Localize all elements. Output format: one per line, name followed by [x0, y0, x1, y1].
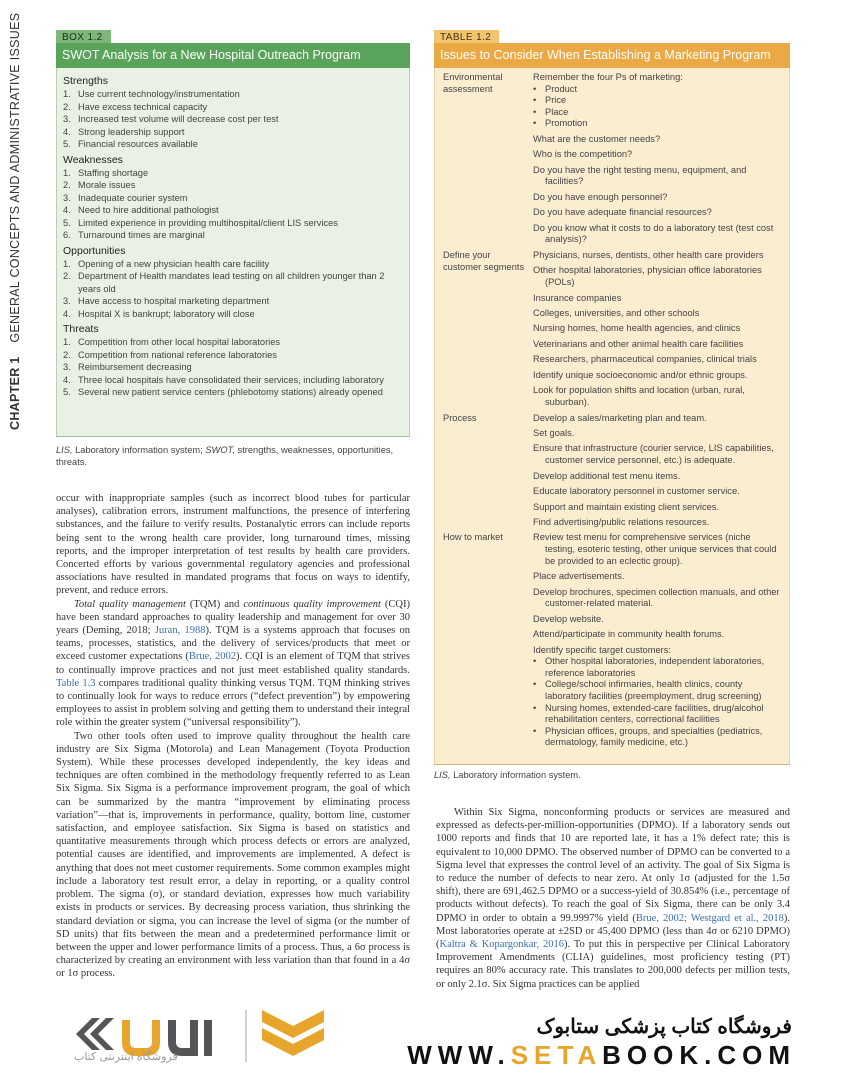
list-item: 2. Department of Health mandates lead testing on all children younger than 2 years old: [63, 271, 385, 294]
table-item: Attend/participate in community health forums.: [533, 629, 725, 640]
swot-section-heading: Weaknesses: [63, 153, 123, 166]
list-item: 1. Use current technology/instrumentation: [63, 89, 240, 99]
bullet-item: • Nursing homes, extended-care facilities, drug/alcohol rehabilitation centers, correctional facilities: [533, 703, 783, 726]
table-title: Issues to Consider When Establishing a Marketing Program: [434, 43, 790, 68]
bullet-item: • Physician offices, groups, and specialties (pediatrics, dermatology, family medicine, etc.): [533, 726, 783, 749]
swot-box: [56, 68, 410, 436]
chapter-title: GENERAL CONCEPTS AND ADMINISTRATIVE ISSUES: [8, 12, 22, 343]
swot-list: [63, 258, 401, 321]
bullet-item: • Price: [533, 95, 783, 107]
logo-subtitle: فروشگاه اینترنتی کتاب: [74, 1051, 178, 1063]
list-item: 3. Inadequate courier system: [63, 192, 188, 203]
list-item: 1. Opening of a new physician health care facility: [63, 258, 270, 269]
table-item: Insurance companies: [533, 292, 622, 303]
table-item: Educate laboratory personnel in customer service.: [533, 486, 740, 497]
box-tag: BOX 1.2: [56, 30, 111, 44]
table-row: [443, 250, 783, 413]
table-footnote: LIS, Laboratory information system.: [434, 770, 581, 780]
table-item: Develop website.: [533, 613, 604, 624]
list-item: 4. Three local hospitals have consolidated their services, including laboratory: [63, 374, 384, 385]
table-item: Develop additional test menu items.: [533, 470, 681, 481]
table-item: Do you know what it costs to do a laboratory test (test cost analysis)?: [533, 222, 774, 245]
paragraph: Within Six Sigma, nonconforming products or services are measured and expressed as defects-per-million-opportunities (DPMO). If a laboratory sends out 1000 reports and finds that 10 are reported late, it has a 1% defect rate; this is equivalent to 10,000 DPMO. The observed number of DPMO can be converted to a Sigma level that expresses the control level of an activity. The goal of Six Sigma is to reduce the number of defects to near zero. At only 1σ (adjusted for the 1.5σ shift), there are 691,462.5 DPMO or a success-yield of 30.854% (i.e., percentage of products without defects). To reach the goal of Six Sigma, there can be only 3.4 DPMO in order to obtain a 99.9997% yield (Brue, 2002; Westgard et al., 2018). Most laboratories operate at ±2SD or 45,400 DPMO (less than 4σ or 6210 DPMO) (Kaltra & Kopargonkar, 2016). To put this in perspective per Clinical Laboratory Improvement Amendments (CLIA) guidelines, most proficiency testing (PT) requires an 80% accuracy rate. This translates to 200,000 defects per million tests, or only 2.1σ. Six Sigma practices can be applied: [436, 807, 790, 990]
bullet-item: • Place: [533, 107, 783, 119]
table-item: Review test menu for comprehensive services (niche testing, esoteric testing, other unique services that could be provided to an eclectic group).: [533, 532, 777, 566]
table-item: Remember the four Ps of marketing: • Product • Price • Place • Promotion: [533, 72, 783, 130]
table-item: Develop a sales/marketing plan and team.: [533, 412, 707, 423]
list-item: 3. Reimbursement decreasing: [63, 362, 192, 372]
store-name: فروشگاه کتاب پزشکی ستابوک: [536, 1016, 792, 1038]
table-item: Veterinarians and other animal health care facilities: [533, 338, 744, 349]
list-item: 3. Have access to hospital marketing department: [63, 296, 270, 306]
list-item: 2. Competition from national reference laboratories: [63, 349, 277, 360]
list-item: 1. Competition from other local hospital laboratories: [63, 337, 281, 347]
table-item: What are the customer needs?: [533, 133, 661, 144]
right-body-text: [436, 806, 790, 988]
table-item: Find advertising/public relations resources.: [533, 517, 710, 527]
swot-list: [63, 167, 401, 242]
table-item: Identify unique socioeconomic and/or ethnic groups.: [533, 369, 748, 380]
bullet-item: • College/school infirmaries, health clinics, county laboratory facilities (preemployment, drug screening): [533, 679, 783, 702]
swot-section-heading: Opportunities: [63, 244, 126, 257]
setabook-logo: [70, 1004, 230, 1074]
list-item: 5. Several new patient service centers (phlebotomy stations) already opened: [63, 387, 383, 397]
chapter-side-strip: [0, 0, 38, 980]
table-item: Nursing homes, home health agencies, and clinics: [533, 323, 741, 334]
table-item: Place advertisements.: [533, 571, 625, 582]
box-divider: [56, 436, 410, 437]
table-row: [443, 532, 783, 752]
footer-banner: [0, 990, 844, 1080]
list-item: 5. Financial resources available: [63, 139, 198, 149]
book-mark-icon: [258, 1004, 328, 1064]
chapter-running-head: [8, 0, 22, 430]
swot-section-heading: Strengths: [63, 75, 108, 87]
table-divider: [434, 764, 790, 765]
table-item: Do you have adequate financial resources?: [533, 207, 712, 218]
table-item: Support and maintain existing client services.: [533, 501, 720, 512]
swot-section-heading: Threats: [63, 323, 99, 335]
list-item: 4. Strong leadership support: [63, 126, 185, 137]
paragraph: Two other tools often used to improve quality throughout the health care industry are Six Sigma (Motorola) and Lean Management (Toyota Production System). While these processes developed independently, the key ideas and techniques are often combined in the methodology frequently referred to as Lean Six Sigma. Six Sigma is a performance improvement program, the goal of which can be summarized by the mantra “improvement by eliminating process variation”—that is, improvements in performance, quality, bottom line, customer satisfaction, and employee satisfaction. Six Sigma is based on statistics and quantitative measurements through which process defects or errors are analyzed, potential causes are identified, and improvements are implemented. A defect is anything that does not meet customer requirements. Some common examples might include a laboratory test result error, a delay in reporting, or a quality control problem. The sigma (σ), or standard deviation, expresses how much variability exists in products or services. By decreasing process variation, thus shrinking the standard deviation or sigma, you can increase the level of sigma (or the number of SD units) that fits between the mean and a predetermined performance limit or between the upper and lower performance limits of a process. Thus, a 6σ process is characterized by creating an environment with less variation than that found in a 4σ or 1σ process.: [56, 730, 410, 980]
table-category: How to market: [443, 532, 503, 543]
box-title: SWOT Analysis for a New Hospital Outreach Program: [56, 43, 410, 68]
list-item: 4. Need to hire additional pathologist: [63, 205, 219, 215]
table-item: Colleges, universities, and other schools: [533, 308, 700, 318]
paragraph: occur with inappropriate samples (such as incorrect blood tubes for particular analyses), calibration errors, instrument malfunctions, the presence of interfering substances, and the failure to verify results. Postanalytic errors can include reports being sent to the wrong health care provider, long turnaround times, missing reports, and the improper interpretation of test results by health care providers. Concerted efforts by various governmental regulatory agencies and professional associations have resulted in mandated programs that focus on ways to identify, prevent, and reduce errors.: [56, 493, 410, 597]
table-item: Researchers, pharmaceutical companies, clinical trials: [533, 354, 757, 365]
chapter-number: CHAPTER 1: [8, 356, 22, 430]
table-row: [443, 413, 783, 533]
table-item: Who is the competition?: [533, 149, 633, 160]
list-item: 2. Have excess technical capacity: [63, 101, 208, 112]
citation-link[interactable]: Juran, 1988: [154, 625, 206, 637]
bullet-item: • Promotion: [533, 118, 783, 130]
bullet-item: • Product: [533, 84, 783, 96]
table-tag: TABLE 1.2: [434, 30, 499, 44]
table-item: Set goals.: [533, 427, 575, 438]
box-footnote: LIS, Laboratory information system; SWOT, strengths, weaknesses, opportunities, threats.: [56, 445, 394, 467]
list-item: 5. Limited experience in providing multihospital/client LIS services: [63, 217, 338, 228]
list-item: 4. Hospital X is bankrupt; laboratory will close: [63, 308, 255, 319]
table-item: Physicians, nurses, dentists, other health care providers: [533, 249, 764, 260]
table-item: Look for population shifts and location (urban, rural, suburban).: [533, 385, 745, 408]
citation-link[interactable]: Kaltra & Kopargonkar, 2016: [439, 939, 565, 951]
table-reference-link[interactable]: Table 1.3: [56, 677, 96, 689]
marketing-table: [434, 68, 790, 764]
list-item: 1. Staffing shortage: [63, 167, 149, 178]
footer-divider: [245, 1010, 247, 1062]
swot-list: [63, 88, 401, 151]
table-category: Environmental assessment: [443, 72, 503, 94]
bullet-item: • Other hospital laboratories, independent laboratories, reference laboratories: [533, 656, 783, 679]
list-item: 6. Turnaround times are marginal: [63, 230, 205, 240]
left-body-text: [56, 492, 411, 980]
table-item: Identify specific target customers: • Other hospital laboratories, independent laboratories, reference laboratories • College/school infirmaries, health clinics, county laboratory facilities (preemployment, drug screening) • Nursing homes, extended-care facilities, drug/alcohol rehabilitation centers, correctional facilities • Physician offices, groups, and specialties (pediatrics, dermatology, family medicine, etc.): [533, 645, 783, 749]
paragraph: Total quality management (TQM) and continuous quality improvement (CQI) have been standard approaches to quality leadership and management for over 30 years (Deming, 2018; Juran, 1988). TQM is a systems approach that focuses on teams, processes, statistics, and the delivery of services/products that meet or exceed customer expectations (Brue, 2002). CQI is an element of TQM that strives to continually improve practices and not just meet established quality standards. Table 1.3 compares traditional quality thinking versus TQM. TQM thinking strives to continually look for ways to reduce errors (“defect prevention”) by empowering employees to assist in problem solving and getting them to understand their integral role within the greater system (“universal responsibility”).: [56, 598, 411, 729]
table-item: Other hospital laboratories, physician office laboratories (POLs): [533, 265, 762, 288]
swot-list: [63, 336, 401, 399]
table-item: Do you have the right testing menu, equipment, and facilities?: [533, 164, 747, 187]
table-category: Define your customer segments: [443, 249, 525, 272]
table-item: Ensure that infrastructure (courier service, LIS capabilities, customer service personnel, etc.) is adequate.: [533, 443, 774, 466]
table-category: Process: [443, 412, 477, 423]
list-item: 3. Increased test volume will decrease cost per test: [63, 114, 279, 124]
citation-link[interactable]: Brue, 2002: [188, 651, 236, 663]
table-item: Do you have enough personnel?: [533, 191, 668, 202]
list-item: 2. Morale issues: [63, 180, 136, 190]
table-row: [443, 72, 783, 250]
citation-link[interactable]: Brue, 2002; Westgard et al., 2018: [635, 912, 784, 924]
store-url[interactable]: WWW.SETABOOK.COM: [407, 1040, 796, 1070]
table-item: Develop brochures, specimen collection manuals, and other customer-related material.: [533, 586, 780, 609]
